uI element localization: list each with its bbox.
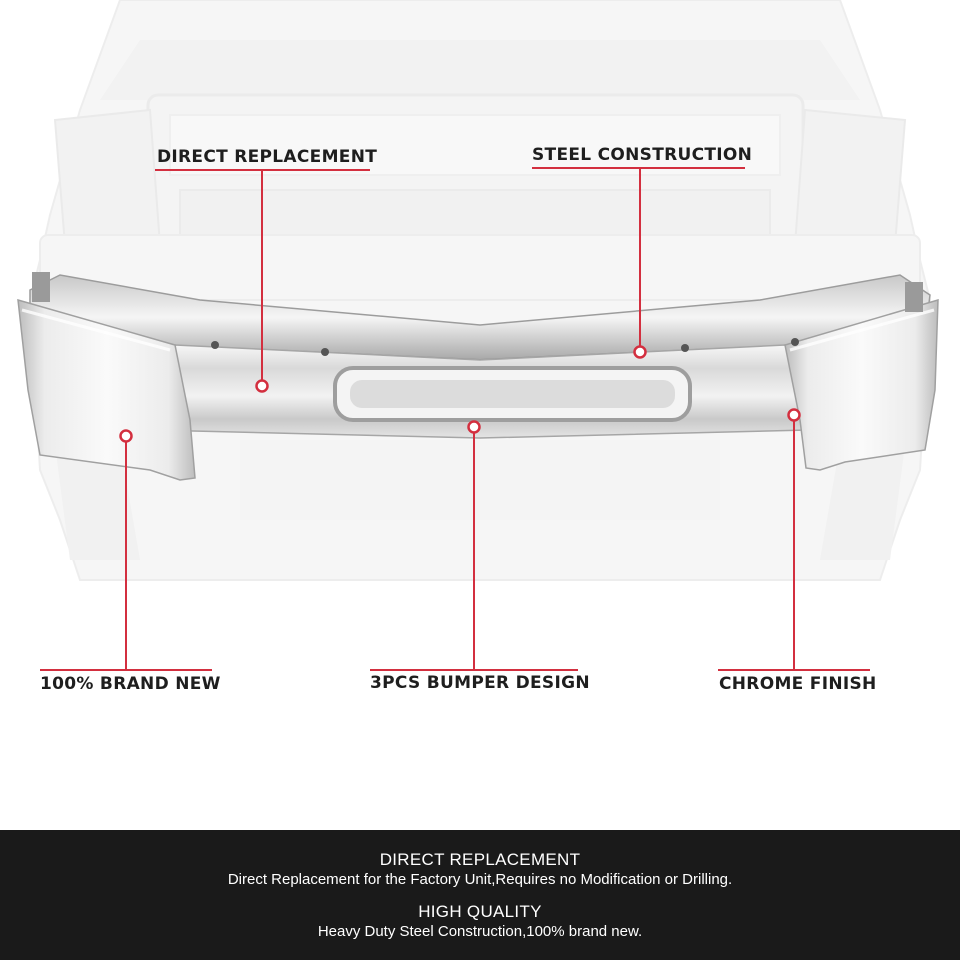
marker-steel-construction bbox=[635, 347, 646, 358]
callout-direct-replacement: DIRECT REPLACEMENT bbox=[157, 147, 378, 167]
callout-steel-construction: STEEL CONSTRUCTION bbox=[532, 145, 753, 165]
feature-title-high-quality: HIGH QUALITY bbox=[418, 902, 542, 921]
feature-text-direct-replacement: Direct Replacement for the Factory Unit,Requires no Modification or Drilling. bbox=[227, 871, 733, 888]
callout-bumper-design: 3PCS BUMPER DESIGN bbox=[370, 673, 590, 693]
marker-direct-replacement bbox=[257, 381, 268, 392]
feature-text-high-quality: Heavy Duty Steel Construction,100% brand new. bbox=[317, 923, 643, 940]
marker-bumper-design bbox=[469, 422, 480, 433]
feature-title-direct-replacement: DIRECT REPLACEMENT bbox=[379, 850, 581, 869]
callout-brand-new: 100% BRAND NEW bbox=[40, 674, 221, 694]
feature-footer bbox=[0, 830, 960, 960]
marker-chrome-finish bbox=[789, 410, 800, 421]
marker-brand-new bbox=[121, 431, 132, 442]
callout-chrome-finish: CHROME FINISH bbox=[719, 674, 877, 694]
